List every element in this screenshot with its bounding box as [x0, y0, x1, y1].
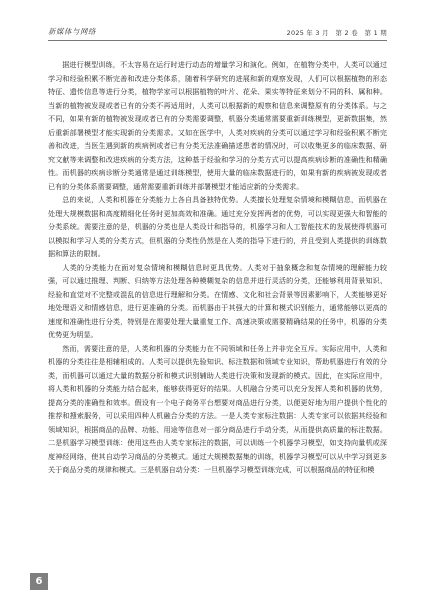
issue-info: 2025 年 3 月 第 2 卷 第 1 期: [286, 29, 387, 37]
journal-name: 新媒体与网络: [48, 27, 96, 36]
page-number: 6: [30, 573, 48, 590]
body-paragraph: 据进行模型训练，不太容易在运行时进行动态的增量学习和演化。例如，在植物分类中，人类可以通过学习和经验积累不断完善和改进分类体系，随着科学研究的进展和新的观察发现，人们可以根据植物的形态特征、遗传信息等进行分类，植物学家可以根据植物的叶片、花朵、果实等特征来划分不同的科、属和种。当新的植物被发现或者已有的分类不再适用时，人类可以根据新的观察和信息来调整原有的分类体系。与之不同，如果有新的植物被发现或者已有的分类需要调整，机器分类通常需要重新训练模型，更新数据集，然后重新部署模型才能实现新的分类需求。又如在医学中，人类对疾病的分类可以通过学习和经验积累不断完善和改进，当医生遇到新的疾病例或者已有分类无法准确描述患者的情况时，可以收集更多的临床数据、研究文献等来调整和改进疾病的分类方法，这种基于经验和学习的分类方式可以提高疾病诊断的准确性和精确性。而机器的疾病诊断分类通常是通过训练模型，使用大量的临床数据进行的，如果有新的疾病被发现或者已有的分类体系需要调整，通常需要重新训练并部署模型才能适应新的分类需求。: [48, 60, 387, 191]
article-body: [48, 58, 387, 477]
running-header: [48, 21, 387, 41]
body-paragraph: 然而，需要注意的是，人类和机器的分类能力在不同领域和任务上并非完全互斥。实际应用中，人类和机器的分类往往是相辅相成的。人类可以提供先验知识、标注数据和领域专业知识，帮助机器进行有效的分类，而机器可以通过大量的数据分析和模式识别辅助人类进行决策和发现新的模式。因此，在实际应用中，将人类和机器的分类能力结合起来，能够获得更好的结果。人机融合分类可以充分发挥人类和机器的优势，提高分类的准确性和效率。假设有一个电子商务平台想要对商品进行分类，以便更好地为用户提供个性化的推荐和搜索服务，可以采用四种人机融合分类的方法。一是人类专家标注数据：人类专家可以依据其经验和领域知识，根据商品的品牌、功能、用途等信息对一部分商品进行手动分类，从而提供高质量的标注数据。二是机器学习模型训练：使用这些由人类专家标注的数据，可以训练一个机器学习模型，如支持向量机或深度神经网络，使其自动学习商品的分类模式。通过大规模数据集的训练，机器学习模型可以从中学习到更多关于商品分类的规律和模式。三是机器自动分类：一旦机器学习模型训练完成，可以根据商品的特征和模: [48, 343, 387, 474]
body-paragraph: 总的来说，人类和机器在分类能力上各自具备独特优势。人类擅长处理复杂情境和模糊信息，而机器在处理大规模数据和高度精细化任务时更加高效和准确。通过充分发挥两者的优势，可以实现更强大和智能的分类系统。需要注意的是，机器的分类也是人类设计和指导的，机器学习和人工智能技术的发展使得机器可以模拟和学习人类的分类方式，但机器的分类性仍然是在人类的指导下进行的，并且受到人类提供的训练数据和算法的限制。: [48, 195, 387, 258]
body-paragraph: 人类的分类能力在面对复杂情境和模糊信息时更具优势。人类对于抽象概念和复杂情境的理解能力较强，可以通过推理、判断、归纳等方法处理各种模糊复杂的信息并进行灵活的分类，还能够利用背景知识、经验和直觉对不完整或混乱的信息进行理解和分类。在情感、文化和社会背景等因素影响下，人类能够更好地处理语义和情感信息，进行更准确的分类。而机器由于其强大的计算和模式识别能力，通常能够以更高的速度和准确性进行分类，特别是在需要处理大量重复工作、高速决策或需要精确结果的任务中，机器的分类优势更为明显。: [48, 262, 387, 339]
